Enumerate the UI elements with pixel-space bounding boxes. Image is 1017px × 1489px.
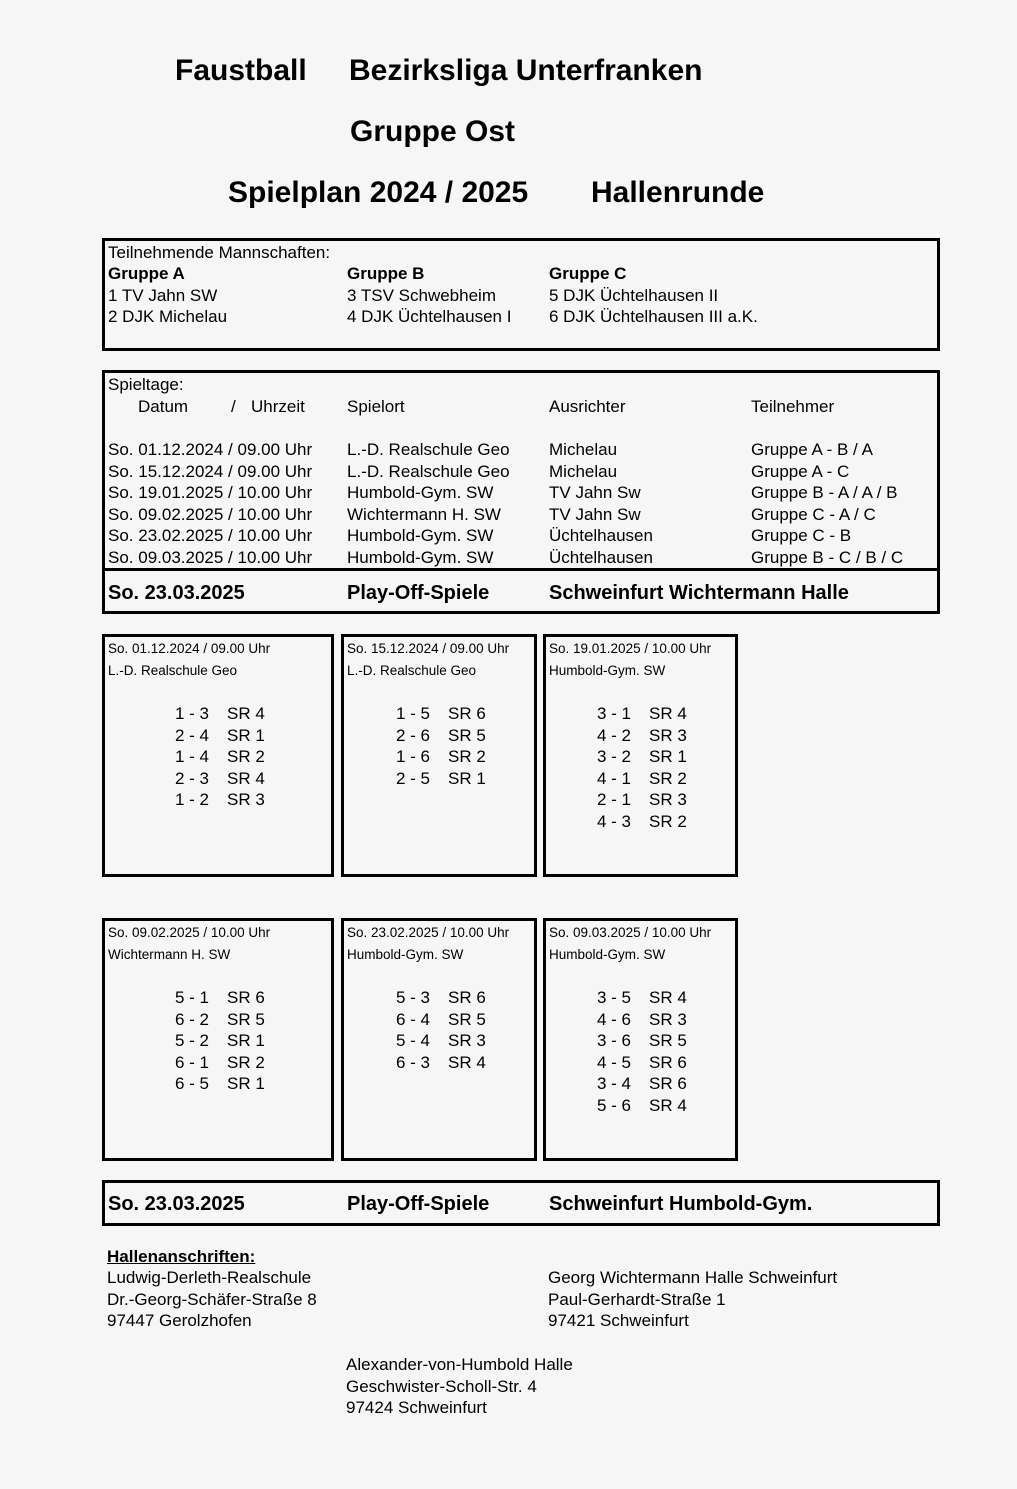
row-teams: Gruppe A - C (751, 461, 850, 481)
match-list (175, 987, 265, 1095)
match-pairing: 4 - 1 (597, 768, 632, 788)
match-referee: SR 3 (649, 725, 687, 745)
match-referee: SR 5 (448, 1009, 486, 1029)
col-datum: Datum (138, 397, 189, 416)
matchday-head: So. 15.12.2024 / 09.00 Uhr (347, 641, 510, 656)
col-ausrichter: Ausrichter (549, 397, 626, 416)
matchday-venue: Humbold-Gym. SW (549, 663, 666, 678)
match-pairing: 6 - 2 (175, 1009, 210, 1029)
match-pairing: 6 - 1 (175, 1052, 210, 1072)
group-a-team-1: 1 TV Jahn SW (108, 286, 218, 305)
match-row (175, 703, 265, 725)
teams-box (102, 238, 940, 351)
match-row (597, 789, 687, 811)
address-name: Alexander-von-Humbold Halle (346, 1355, 573, 1374)
group-a-team-2: 2 DJK Michelau (108, 307, 228, 326)
row-date: So. 09.03.2025 / 10.00 Uhr (108, 547, 313, 567)
matchday-venue: L.-D. Realschule Geo (108, 663, 238, 678)
match-referee: SR 4 (227, 704, 265, 723)
row-date: So. 09.02.2025 / 10.00 Uhr (108, 504, 313, 524)
match-pairing: 5 - 6 (597, 1095, 632, 1115)
match-pairing: 4 - 3 (597, 811, 632, 831)
match-pairing: 6 - 5 (175, 1074, 210, 1094)
match-pairing: 5 - 1 (175, 988, 210, 1007)
row-date: So. 15.12.2024 / 09.00 Uhr (108, 461, 313, 481)
row-teams: Gruppe B - C / B / C (751, 547, 904, 567)
row-venue: Humbold-Gym. SW (347, 526, 494, 545)
matchday-venue: Humbold-Gym. SW (347, 947, 464, 962)
title-group: Gruppe Ost (350, 115, 516, 148)
title-round: Hallenrunde (591, 176, 765, 209)
schedule-caption: Spieltage: (108, 375, 184, 394)
row-host: TV Jahn Sw (549, 504, 641, 524)
matchday-box (543, 918, 738, 1161)
match-referee: SR 1 (227, 1074, 265, 1094)
match-row (396, 1030, 486, 1052)
row-teams: Gruppe C - B (751, 526, 852, 545)
match-pairing: 4 - 5 (597, 1052, 632, 1072)
matchday-box (102, 634, 334, 877)
address-street: Paul-Gerhardt-Straße 1 (548, 1289, 726, 1309)
match-row (175, 725, 265, 747)
matchday-head: So. 01.12.2024 / 09.00 Uhr (108, 641, 271, 656)
address-street: Dr.-Georg-Schäfer-Straße 8 (107, 1289, 317, 1309)
matchday-venue: Wichtermann H. SW (108, 947, 231, 962)
col-uhrzeit: Uhrzeit (251, 397, 305, 416)
match-referee: SR 5 (448, 725, 486, 745)
playoff-place: Schweinfurt Humbold-Gym. (549, 1193, 813, 1215)
match-pairing: 2 - 1 (597, 790, 632, 810)
match-referee: SR 1 (227, 1031, 265, 1051)
match-row (396, 1009, 486, 1031)
match-pairing: 1 - 5 (396, 704, 431, 723)
row-venue: Humbold-Gym. SW (347, 547, 494, 567)
match-row (175, 789, 265, 811)
match-row (175, 1030, 265, 1052)
match-referee: SR 3 (649, 790, 687, 810)
match-referee: SR 4 (649, 1095, 687, 1115)
group-c-team-2: 6 DJK Üchtelhausen III a.K. (549, 307, 758, 326)
col-teilnehmer: Teilnehmer (751, 397, 835, 416)
match-referee: SR 5 (227, 1009, 265, 1029)
match-row (597, 987, 687, 1009)
match-row (175, 1052, 265, 1074)
group-c-team-1: 5 DJK Üchtelhausen II (549, 286, 719, 305)
match-referee: SR 5 (649, 1031, 687, 1051)
match-row (396, 987, 486, 1009)
matchday-venue: Humbold-Gym. SW (549, 947, 666, 962)
row-host: TV Jahn Sw (549, 483, 641, 502)
match-row (597, 1052, 687, 1074)
match-referee: SR 3 (649, 1009, 687, 1029)
match-row (175, 987, 265, 1009)
match-list (396, 703, 486, 789)
match-row (597, 1095, 687, 1117)
match-pairing: 4 - 2 (597, 725, 632, 745)
matchday-head: So. 09.02.2025 / 10.00 Uhr (108, 925, 271, 940)
address-block (548, 1267, 837, 1332)
row-date: So. 19.01.2025 / 10.00 Uhr (108, 483, 313, 502)
match-referee: SR 1 (649, 747, 687, 767)
match-row (396, 768, 486, 790)
match-row (175, 1073, 265, 1095)
match-row (396, 1052, 486, 1074)
match-referee: SR 2 (227, 747, 265, 767)
match-pairing: 1 - 4 (175, 747, 210, 767)
row-teams: Gruppe B - A / A / B (751, 483, 898, 502)
match-list (175, 703, 265, 811)
col-sep: / (231, 397, 236, 416)
match-pairing: 3 - 5 (597, 988, 632, 1007)
match-pairing: 2 - 3 (175, 768, 210, 788)
row-venue: Wichtermann H. SW (347, 504, 501, 524)
matchday-box (543, 634, 738, 877)
matchday-head: So. 23.02.2025 / 10.00 Uhr (347, 925, 510, 940)
playoff-divider (102, 568, 940, 571)
col-spielort: Spielort (347, 397, 405, 416)
match-pairing: 3 - 2 (597, 747, 632, 767)
group-a-name: Gruppe A (108, 264, 185, 283)
match-referee: SR 2 (649, 811, 687, 831)
match-row (597, 746, 687, 768)
match-pairing: 6 - 4 (396, 1009, 431, 1029)
match-referee: SR 2 (227, 1052, 265, 1072)
match-row (597, 1009, 687, 1031)
playoff-place: Schweinfurt Wichtermann Halle (549, 582, 849, 604)
match-referee: SR 4 (227, 768, 265, 788)
address-block (346, 1354, 573, 1419)
row-host: Michelau (549, 461, 618, 481)
addresses-caption: Hallenanschriften: (107, 1247, 256, 1266)
matchday-box (102, 918, 334, 1161)
address-street: Geschwister-Scholl-Str. 4 (346, 1376, 537, 1396)
group-b-name: Gruppe B (347, 264, 425, 283)
match-referee: SR 3 (227, 790, 265, 810)
match-pairing: 1 - 3 (175, 704, 210, 723)
matchday-venue: L.-D. Realschule Geo (347, 663, 477, 678)
match-referee: SR 1 (227, 725, 265, 745)
match-pairing: 3 - 6 (597, 1031, 632, 1051)
address-city: 97421 Schweinfurt (548, 1311, 689, 1330)
match-pairing: 5 - 3 (396, 988, 431, 1007)
match-row (597, 703, 687, 725)
title-league: Bezirksliga Unterfranken (349, 54, 703, 87)
match-referee: SR 2 (448, 747, 486, 767)
match-pairing: 2 - 4 (175, 725, 210, 745)
match-referee: SR 4 (448, 1052, 486, 1072)
match-referee: SR 6 (227, 988, 265, 1007)
group-c-name: Gruppe C (549, 264, 627, 283)
match-pairing: 2 - 5 (396, 768, 431, 788)
address-name: Ludwig-Derleth-Realschule (107, 1268, 312, 1287)
match-row (396, 725, 486, 747)
matchday-box (341, 918, 537, 1161)
row-date: So. 23.02.2025 / 10.00 Uhr (108, 526, 313, 545)
match-list (597, 703, 687, 833)
match-referee: SR 6 (448, 704, 486, 723)
row-date: So. 01.12.2024 / 09.00 Uhr (108, 440, 313, 459)
match-pairing: 1 - 2 (175, 790, 210, 810)
match-row (597, 1073, 687, 1095)
match-pairing: 5 - 2 (175, 1031, 210, 1051)
row-host: Üchtelhausen (549, 547, 653, 567)
match-row (396, 703, 486, 725)
title-schedule: Spielplan 2024 / 2025 (228, 176, 529, 209)
match-list (396, 987, 486, 1073)
match-pairing: 3 - 4 (597, 1074, 632, 1094)
match-list (597, 987, 687, 1117)
playoff-date: So. 23.03.2025 (108, 1193, 245, 1215)
matchday-head: So. 19.01.2025 / 10.00 Uhr (549, 641, 712, 656)
address-city: 97424 Schweinfurt (346, 1398, 487, 1417)
schedule-box (102, 370, 940, 614)
match-row (597, 811, 687, 833)
match-referee: SR 6 (649, 1074, 687, 1094)
match-referee: SR 6 (448, 988, 486, 1007)
address-name: Georg Wichtermann Halle Schweinfurt (548, 1268, 838, 1287)
match-referee: SR 1 (448, 768, 486, 788)
row-venue: L.-D. Realschule Geo (347, 440, 510, 459)
row-venue: Humbold-Gym. SW (347, 483, 494, 502)
match-pairing: 2 - 6 (396, 725, 431, 745)
match-pairing: 3 - 1 (597, 704, 632, 723)
match-row (597, 768, 687, 790)
playoff-label: Play-Off-Spiele (347, 1193, 490, 1215)
title-sport: Faustball (175, 54, 307, 87)
match-row (597, 725, 687, 747)
playoff-box (102, 1180, 940, 1226)
match-referee: SR 3 (448, 1031, 486, 1051)
match-row (175, 768, 265, 790)
match-referee: SR 4 (649, 704, 687, 723)
matchday-box (341, 634, 537, 877)
match-pairing: 1 - 6 (396, 747, 431, 767)
match-pairing: 6 - 3 (396, 1052, 431, 1072)
match-referee: SR 6 (649, 1052, 687, 1072)
match-pairing: 5 - 4 (396, 1031, 431, 1051)
row-host: Üchtelhausen (549, 526, 653, 545)
group-b-team-1: 3 TSV Schwebheim (347, 286, 496, 305)
match-row (597, 1030, 687, 1052)
address-city: 97447 Gerolzhofen (107, 1311, 252, 1330)
match-referee: SR 2 (649, 768, 687, 788)
match-row (175, 746, 265, 768)
match-referee: SR 4 (649, 988, 687, 1007)
match-row (396, 746, 486, 768)
address-block (107, 1267, 317, 1332)
match-row (175, 1009, 265, 1031)
match-pairing: 4 - 6 (597, 1009, 632, 1029)
row-host: Michelau (549, 440, 618, 459)
row-teams: Gruppe C - A / C (751, 504, 876, 524)
teams-caption: Teilnehmende Mannschaften: (108, 243, 331, 262)
row-venue: L.-D. Realschule Geo (347, 461, 510, 481)
matchday-head: So. 09.03.2025 / 10.00 Uhr (549, 925, 712, 940)
playoff-label: Play-Off-Spiele (347, 582, 490, 604)
playoff-date: So. 23.03.2025 (108, 582, 245, 604)
row-teams: Gruppe A - B / A (751, 440, 873, 459)
group-b-team-2: 4 DJK Üchtelhausen I (347, 307, 512, 326)
